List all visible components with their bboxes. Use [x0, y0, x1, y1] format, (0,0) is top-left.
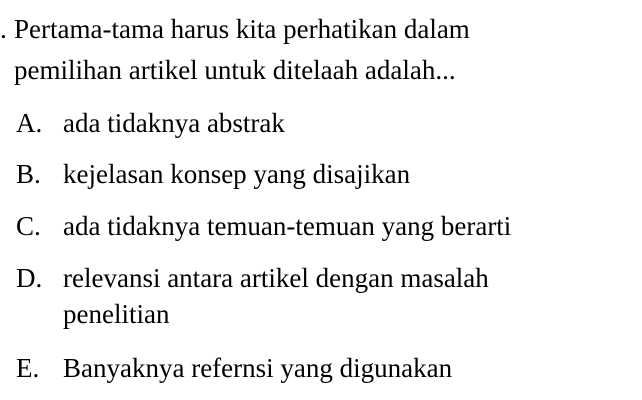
option-e[interactable]	[16, 353, 452, 383]
option-letter: D.	[16, 263, 43, 293]
option-text-continuation: penelitian	[63, 299, 170, 329]
option-a[interactable]	[16, 108, 285, 138]
option-letter: A.	[16, 108, 43, 138]
option-letter: B.	[16, 159, 41, 189]
question-text-line-2: pemilihan artikel untuk ditelaah adalah...	[14, 55, 456, 85]
option-b[interactable]	[16, 159, 410, 189]
option-d[interactable]	[16, 263, 489, 329]
option-text: kejelasan konsep yang disajikan	[63, 159, 411, 189]
option-letter: C.	[16, 211, 41, 241]
question-number-marker: .	[0, 14, 7, 44]
option-text: Banyaknya refernsi yang digunakan	[63, 353, 453, 383]
option-text: ada tidaknya temuan-temuan yang berarti	[63, 211, 512, 241]
question-line-1	[0, 14, 470, 44]
option-text: ada tidaknya abstrak	[63, 108, 285, 138]
question-text-line-1: Pertama-tama harus kita perhatikan dalam	[14, 14, 470, 44]
option-letter: E.	[16, 353, 40, 383]
option-text: relevansi antara artikel dengan masalah	[63, 263, 489, 293]
option-c[interactable]	[16, 211, 511, 241]
